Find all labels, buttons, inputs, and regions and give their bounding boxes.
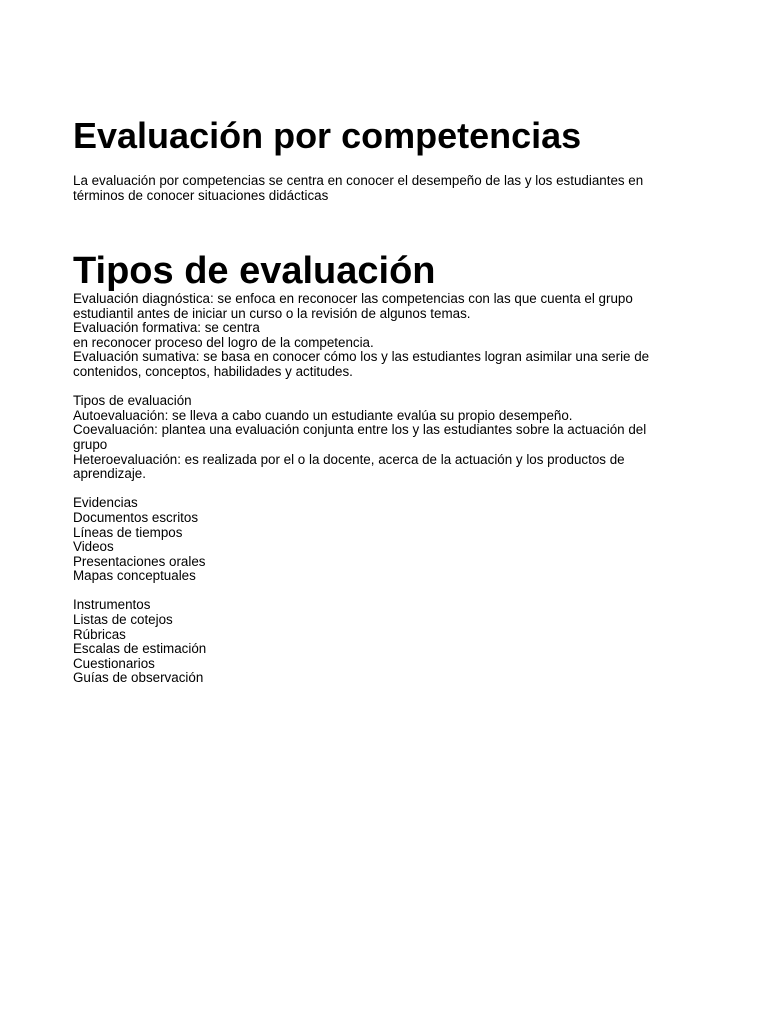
list-item: Presentaciones orales bbox=[73, 553, 206, 569]
text-line: Autoevaluación: se lleva a cabo cuando un estudiante evalúa su propio desempeño. bbox=[73, 407, 573, 423]
list-item: Guías de observación bbox=[73, 670, 204, 686]
list-item: Listas de cotejos bbox=[73, 612, 173, 628]
list-item: Líneas de tiempos bbox=[73, 524, 183, 540]
evidence-list bbox=[73, 496, 698, 584]
evaluation-agents-block bbox=[73, 394, 698, 482]
paragraph-gap bbox=[73, 584, 698, 599]
instruments-list bbox=[73, 598, 698, 686]
paragraph-gap bbox=[73, 482, 698, 497]
list-item: Cuestionarios bbox=[73, 655, 155, 671]
text-line: grupo bbox=[73, 436, 108, 452]
list-item: Escalas de estimación bbox=[73, 641, 207, 657]
text-line: Evaluación sumativa: se basa en conocer cómo los y las estudiantes logran asimilar una serie de bbox=[73, 349, 650, 365]
intro-line: La evaluación por competencias se centra en conocer el desempeño de las y los estudiantes en bbox=[73, 173, 644, 188]
text-line: estudiantil antes de iniciar un curso o la revisión de algunos temas. bbox=[73, 305, 471, 321]
text-line: contenidos, conceptos, habilidades y actitudes. bbox=[73, 363, 353, 379]
text-line: Evaluación formativa: se centra bbox=[73, 320, 260, 336]
text-line: Tipos de evaluación bbox=[73, 393, 192, 409]
section-title: Tipos de evaluación bbox=[73, 250, 436, 292]
intro-line: términos de conocer situaciones didácticas bbox=[73, 188, 329, 203]
list-item: Rúbricas bbox=[73, 626, 126, 642]
list-item: Documentos escritos bbox=[73, 509, 199, 525]
text-line: en reconocer proceso del logro de la competencia. bbox=[73, 334, 374, 350]
list-heading: Evidencias bbox=[73, 495, 138, 511]
list-item: Mapas conceptuales bbox=[73, 568, 196, 584]
intro-paragraph bbox=[73, 173, 698, 203]
text-line: Evaluación diagnóstica: se enfoca en reconocer las competencias con las que cuenta el grupo bbox=[73, 291, 633, 306]
document-title: Evaluación por competencias bbox=[73, 115, 582, 156]
paragraph-gap bbox=[73, 380, 698, 395]
section-body bbox=[73, 292, 698, 686]
text-line: Heteroevaluación: es realizada por el o la docente, acerca de la actuación y los productos de bbox=[73, 451, 625, 467]
text-line: Coevaluación: plantea una evaluación conjunta entre los y las estudiantes sobre la actuación del bbox=[73, 422, 647, 438]
text-line: aprendizaje. bbox=[73, 466, 146, 482]
list-item: Videos bbox=[73, 539, 114, 555]
evaluation-types-block bbox=[73, 292, 698, 380]
list-heading: Instrumentos bbox=[73, 597, 151, 613]
